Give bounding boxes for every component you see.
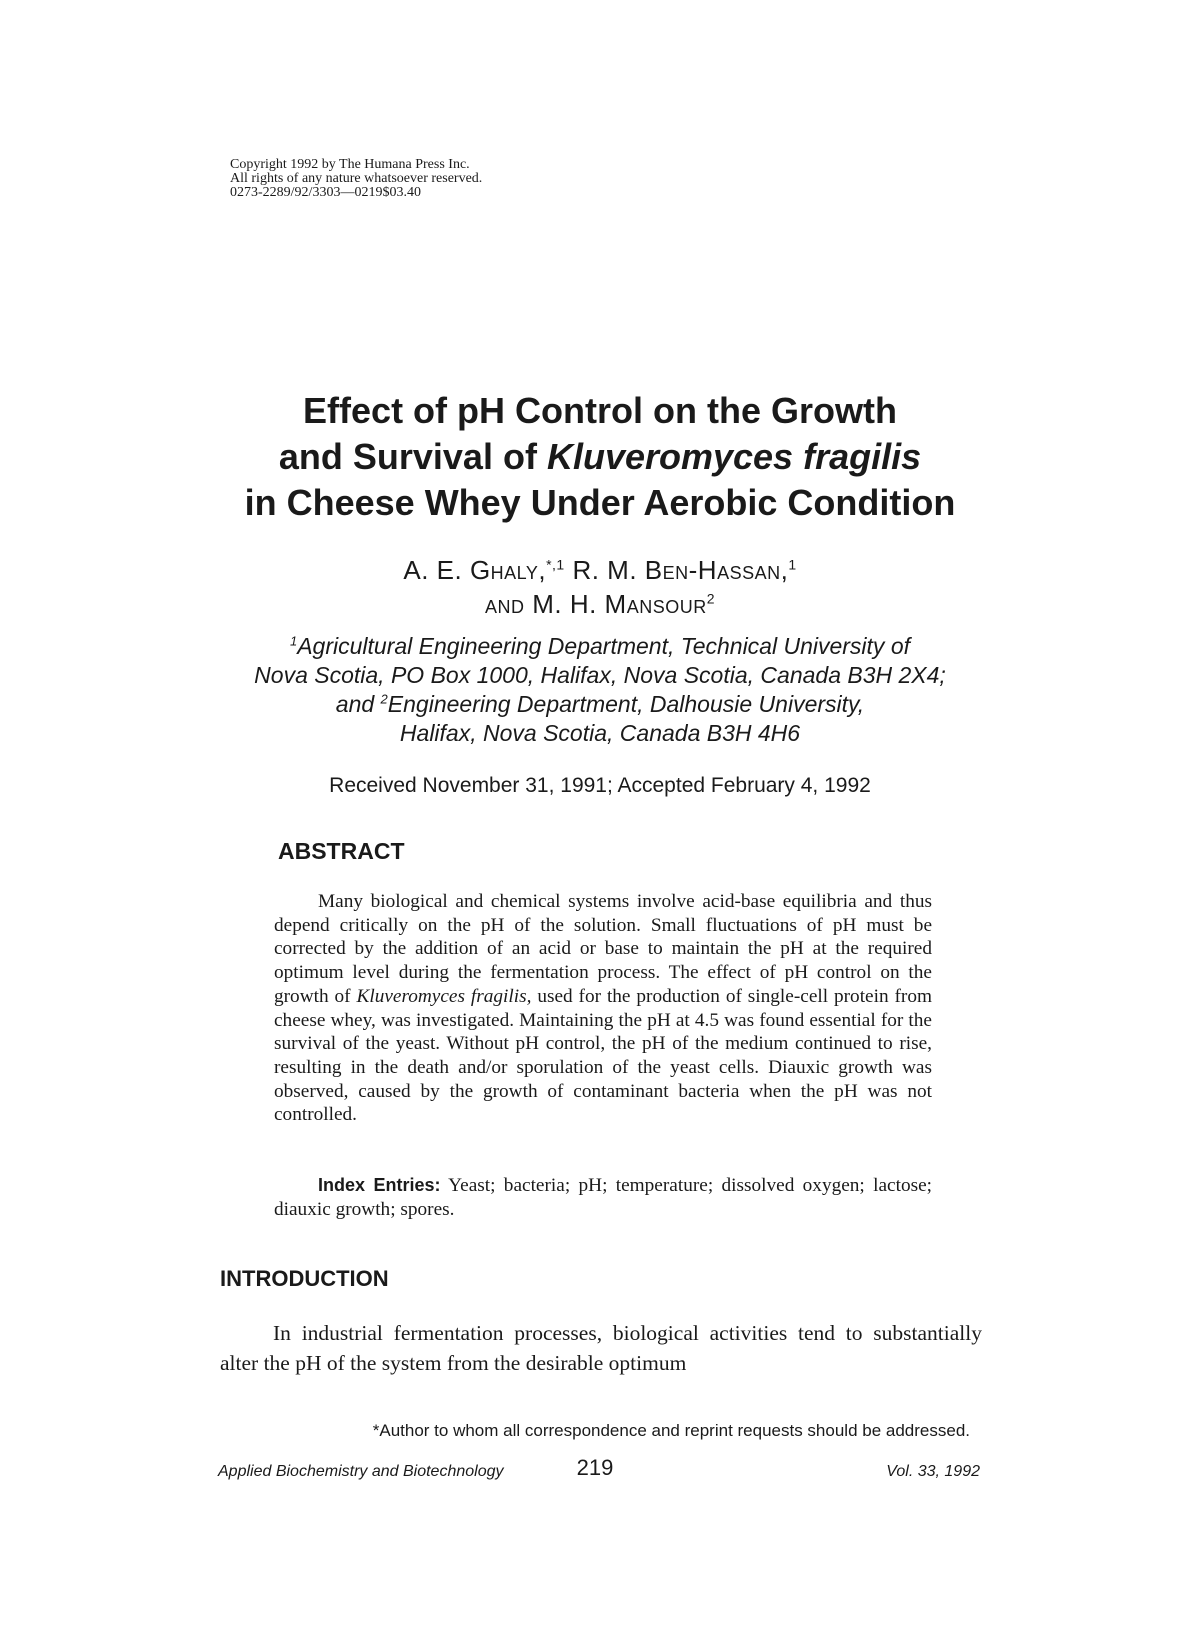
abstract-text-2: used for the production of single-cell protein from cheese whey, was investigated. Maintaining the pH at 4.5 was found essential for the survival of the yeast. Without pH control, the pH of the medium continued to rise, resulting in the death and/or sporulation of the yeast cells. Diauxic growth was observed, caused by the growth of contaminant bacteria when the pH was not controlled.: [274, 985, 932, 1126]
author-list: [150, 553, 1050, 621]
affiliations: [150, 632, 1050, 748]
title-line-1: Effect of pH Control on the Growth: [303, 390, 897, 431]
title-species: Kluveromyces fragilis: [546, 436, 922, 477]
footer-volume: Vol. 33, 1992: [886, 1463, 980, 1480]
author-ben-hassan: R. M. Ben-Hassan,: [572, 555, 789, 585]
footer-journal: Applied Biochemistry and Biotechnology: [218, 1463, 504, 1480]
affil-sup-1: 1: [289, 633, 298, 649]
rights-line: All rights of any nature whatsoever reserved.: [230, 171, 483, 186]
author-ghaly: A. E. Ghaly,: [403, 555, 547, 585]
affil-line-1: Agricultural Engineering Department, Technical University of: [297, 633, 910, 659]
index-entries: [274, 1173, 932, 1222]
author-ben-hassan-sup: 1: [788, 556, 797, 573]
title-line-2-prefix: and Survival of: [278, 436, 547, 477]
title-line-2: [150, 434, 1050, 480]
affil-line-3-prefix: and: [335, 691, 381, 717]
abstract-body: [274, 890, 932, 1127]
page-number: 219: [576, 1455, 614, 1480]
abstract-text-1: Many biological and chemical systems involve acid-base equilibria and thus depend critically on the pH of the solution. Small fluctuations of pH must be corrected by the addition of an acid or base to maintain the pH at the required optimum level during the fermentation process. The effect of pH control on the growth of: [274, 891, 932, 1007]
author-footnote: *Author to whom all correspondence and reprint requests should be addressed.: [372, 1421, 970, 1440]
copyright-block: [230, 158, 482, 200]
author-mansour-sup: 2: [706, 590, 716, 607]
abstract-species: Kluveromyces fragilis,: [356, 985, 532, 1007]
affil-line-3: Engineering Department, Dalhousie University,: [387, 691, 865, 717]
author-mansour: M. H. Mansour: [532, 589, 707, 619]
index-entries-label: Index Entries:: [318, 1175, 441, 1195]
abstract-heading: ABSTRACT: [278, 838, 405, 864]
paper-title: [150, 388, 1050, 526]
introduction-heading: INTRODUCTION: [220, 1266, 389, 1291]
affil-sup-2: 2: [380, 691, 388, 707]
author-conjunction: and: [484, 589, 525, 619]
affil-line-4: Halifax, Nova Scotia, Canada B3H 4H6: [399, 720, 801, 746]
affil-line-2: Nova Scotia, PO Box 1000, Halifax, Nova Scotia, Canada B3H 2X4;: [254, 662, 946, 688]
introduction-body: In industrial fermentation processes, biological activities tend to substantially alter the pH of the system from the desirable optimum: [220, 1321, 982, 1375]
index-entries-text: Yeast; bacteria; pH; temperature; dissolved oxygen; lactose; diauxic growth; spores.: [274, 1175, 932, 1220]
received-dates: Received November 31, 1991; Accepted February 4, 1992: [329, 774, 871, 797]
code-line: 0273-2289/92/3303—0219$03.40: [230, 185, 421, 200]
title-line-3: in Cheese Whey Under Aerobic Condition: [244, 482, 956, 523]
author-ghaly-sup: *,1: [546, 556, 565, 573]
copyright-line: Copyright 1992 by The Humana Press Inc.: [230, 157, 470, 172]
